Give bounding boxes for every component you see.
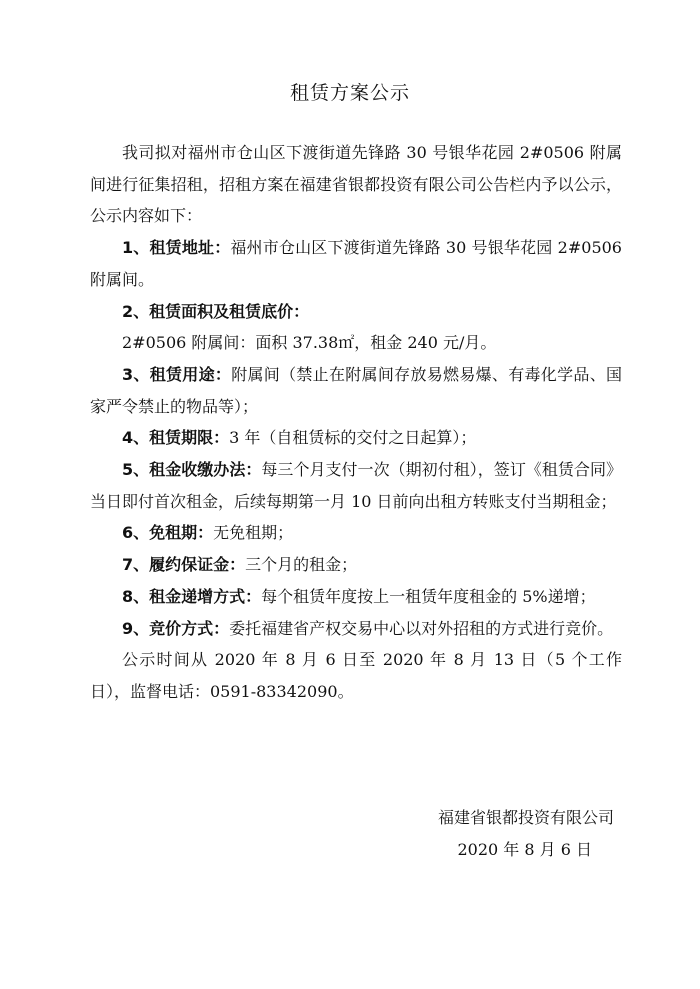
item-label: 3、租赁用途： — [122, 364, 232, 384]
item-label: 4、租赁期限： — [122, 428, 230, 448]
intro-paragraph: 我司拟对福州市仓山区下渡街道先锋路 30 号银华花园 2#0506 附属间进行征集招租，招租方案在福建省银都投资有限公司公告栏内予以公示，公示内容如下： — [90, 143, 622, 226]
item-text: 三个月的租金； — [245, 555, 358, 575]
item-4 — [90, 422, 622, 454]
signature-block — [438, 802, 614, 866]
item-8 — [90, 581, 622, 613]
item-7 — [90, 549, 622, 581]
item-1 — [90, 232, 622, 295]
document-body — [90, 137, 622, 708]
item-3 — [90, 359, 622, 422]
document-title: 租赁方案公示 — [289, 82, 410, 104]
item-text: 委托福建省产权交易中心以对外招租的方式进行竞价。 — [229, 618, 614, 638]
item-text: 每三个月支付一次（期初付租），签订《租赁合同》当日即付首次租金，后续每期第一月 10 日前向出租方转账支付当期租金； — [90, 460, 622, 511]
item-5 — [90, 454, 622, 517]
item-text: 2#0506 附属间：面积 37.38㎡，租金 240 元/月。 — [122, 333, 497, 353]
item-label: 8、租金递增方式： — [122, 586, 262, 606]
item-2-detail — [90, 327, 622, 359]
item-2 — [90, 296, 622, 328]
item-text: 福州市仓山区下渡街道先锋路 30 号银华花园 2#0506 附属间。 — [90, 238, 622, 289]
closing-paragraph: 公示时间从 2020 年 8 月 6 日至 2020 年 8 月 13 日（5 个工作日），监督电话：0591-83342090。 — [90, 650, 622, 701]
item-6 — [90, 517, 622, 549]
item-text: 附属间（禁止在附属间存放易燃易爆、有毒化学品、国家严令禁止的物品等）； — [90, 364, 622, 416]
item-label: 2、租赁面积及租赁底价： — [122, 301, 310, 321]
item-text: 无免租期； — [213, 523, 294, 543]
item-label: 6、免租期： — [122, 523, 214, 543]
item-text: 3 年（自租赁标的交付之日起算）； — [229, 428, 477, 448]
item-label: 7、履约保证金： — [122, 555, 246, 575]
item-label: 1、租赁地址： — [122, 238, 231, 258]
item-label: 9、竞价方式： — [122, 618, 230, 638]
signature-date: 2020 年 8 月 6 日 — [457, 840, 592, 859]
item-text: 每个租赁年度按上一租赁年度租金的 5%递增； — [261, 586, 596, 606]
item-label: 5、租金收缴办法： — [122, 460, 262, 480]
item-9 — [90, 613, 622, 645]
signature-org: 福建省银都投资有限公司 — [437, 808, 614, 827]
